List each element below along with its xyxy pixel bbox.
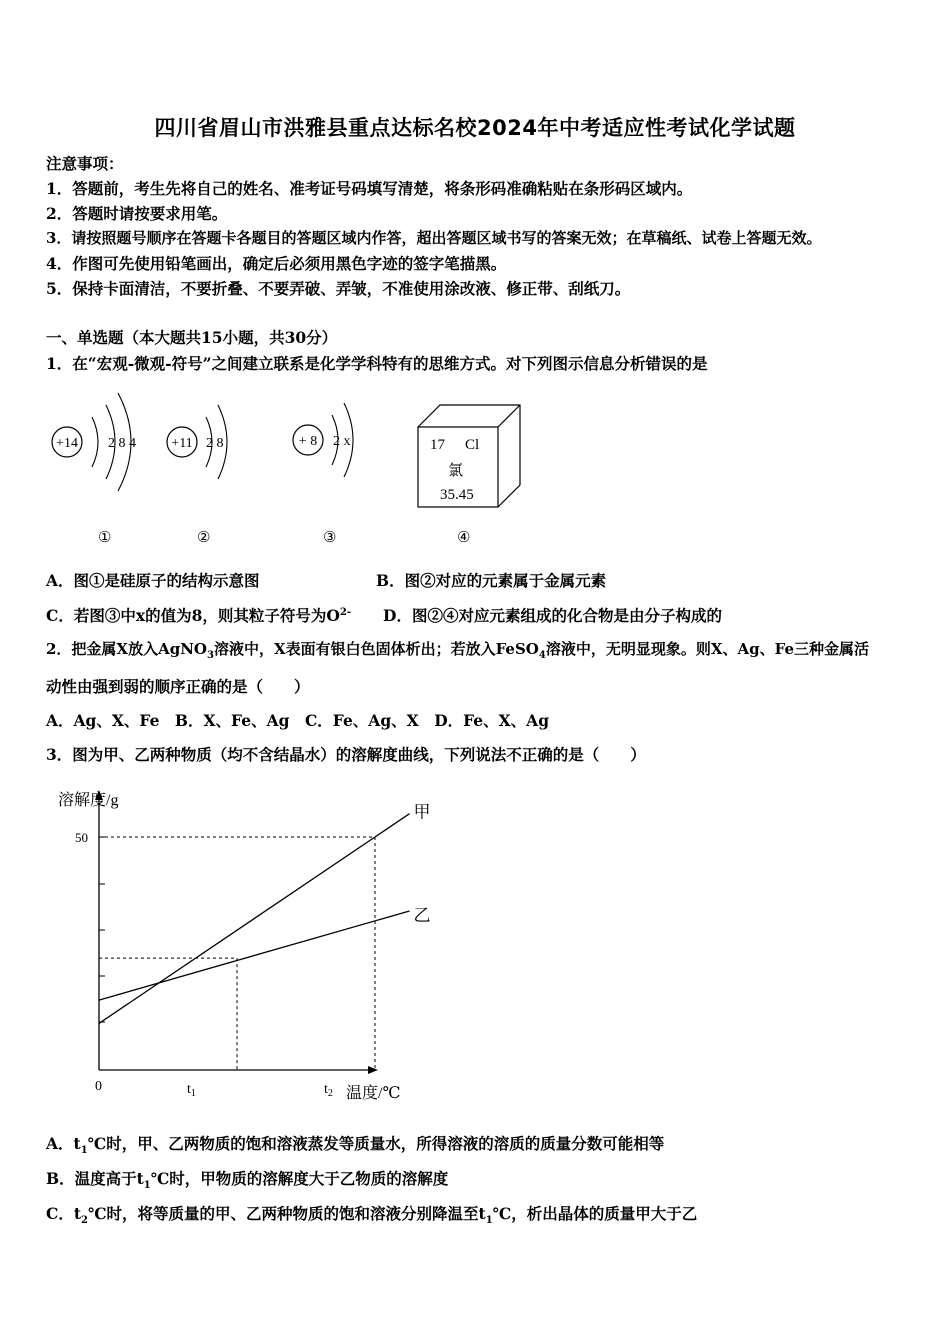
x-tick-label-0: 0 (95, 1079, 102, 1094)
atom-1-nucleus: +14 (56, 436, 78, 451)
element-cell-chlorine (418, 405, 520, 546)
notice-item-5: 5．保持卡面清洁，不要折叠、不要弄破、弄皱，不准使用涂改液、修正带、刮纸刀。 (46, 279, 631, 298)
q1-option-c[interactable]: C．若图③中x的值为8，则其粒子符号为$O^{2-}$ (46, 606, 351, 625)
element-symbol: Cl (465, 437, 480, 453)
page-title: 四川省眉山市洪雅县重点达标名校2024年中考适应性考试化学试题 (154, 116, 796, 140)
element-name: 氯 (448, 463, 464, 479)
atom-3-nucleus: + 8 (298, 434, 318, 449)
q2-stem: 2．把金属X放入AgNO$_3$溶液中，X表面有银白色固体析出；若放入FeSO$_4$溶液中，无明显现象。则X、Ag、Fe三种金属活 (46, 640, 869, 661)
x-axis-label: 温度/℃ (346, 1085, 401, 1102)
series-line-jia (99, 814, 410, 1024)
q1-stem: 1．在“宏观-微观-符号”之间建立联系是化学学科特有的思维方式。对下列图示信息分析错误的是 (46, 354, 708, 373)
y-axis-label: 溶解度/g (58, 792, 119, 809)
diagram-label-3: ③ (323, 530, 337, 546)
notice-item-2: 2．答题时请按要求用笔。 (46, 204, 228, 223)
solubility-chart (40, 780, 431, 1110)
series-label-jia: 甲 (413, 802, 431, 822)
notice-item-3: 3．请按照题号顺序在答题卡各题目的答题区域内作答，超出答题区域书写的答案无效；在草稿纸、试卷上答题无效。 (46, 229, 822, 247)
x-axis-arrow (368, 1066, 378, 1074)
atom-diagram-2 (167, 405, 227, 546)
atom-2-nucleus: +11 (171, 436, 193, 451)
atom-diagram-1 (52, 393, 136, 546)
notice-heading: 注意事项： (46, 154, 124, 173)
q1-option-b[interactable]: B．图②对应的元素属于金属元素 (376, 571, 607, 590)
q3-stem: 3．图为甲、乙两种物质（均不含结晶水）的溶解度曲线，下列说法不正确的是（ ） (46, 745, 646, 764)
notice-item-1: 1．答题前，考生先将自己的姓名、准考证号码填写清楚，将条形码准确粘贴在条形码区域内。 (46, 179, 693, 198)
atom-3-shells: 2 x (333, 434, 351, 449)
y-tick-label-50: 50 (75, 830, 88, 845)
diagram-label-1: ① (98, 530, 112, 546)
q1-option-a[interactable]: A．图①是硅原子的结构示意图 (46, 571, 260, 590)
atom-diagram-3 (293, 403, 353, 546)
notice-item-4: 4．作图可先使用铅笔画出，确定后必须用黑色字迹的签字笔描黑。 (46, 254, 507, 273)
x-tick-label-t1: $t_1$ (187, 1082, 196, 1099)
q1-option-d[interactable]: D．图②④对应元素组成的化合物是由分子构成的 (383, 606, 722, 625)
q3-option-c[interactable]: C．$t_2℃$时，将等质量的甲、乙两种物质的饱和溶液分别降温至$t_1℃$，析出晶体的质量甲大于乙 (46, 1204, 698, 1227)
atom-2-shells: 2 8 (206, 436, 224, 451)
q3-option-a[interactable]: A．$t_1℃$时，甲、乙两物质的饱和溶液蒸发等质量水，所得溶液的溶质的质量分数可能相等 (46, 1134, 665, 1157)
element-number: 17 (430, 437, 445, 453)
atom-1-shells: 2 8 4 (108, 436, 136, 451)
q2-stem-continued: 动性由强到弱的顺序正确的是（ ） (46, 677, 310, 696)
series-line-yi (99, 911, 410, 1000)
diagram-label-4: ④ (457, 530, 471, 546)
q1-diagrams (40, 385, 540, 555)
x-tick-label-t2: $t_2$ (324, 1082, 333, 1099)
section-heading: 一、单选题（本大题共15小题，共30分） (46, 328, 338, 347)
diagram-label-2: ② (197, 530, 211, 546)
element-mass: 35.45 (440, 487, 474, 503)
series-label-yi: 乙 (413, 905, 431, 925)
q2-options[interactable]: A．Ag、X、Fe B．X、Fe、Ag C．Fe、Ag、X D．Fe、X、Ag (46, 711, 550, 730)
q3-option-b[interactable]: B．温度高于$t_1℃$时，甲物质的溶解度大于乙物质的溶解度 (46, 1169, 449, 1192)
